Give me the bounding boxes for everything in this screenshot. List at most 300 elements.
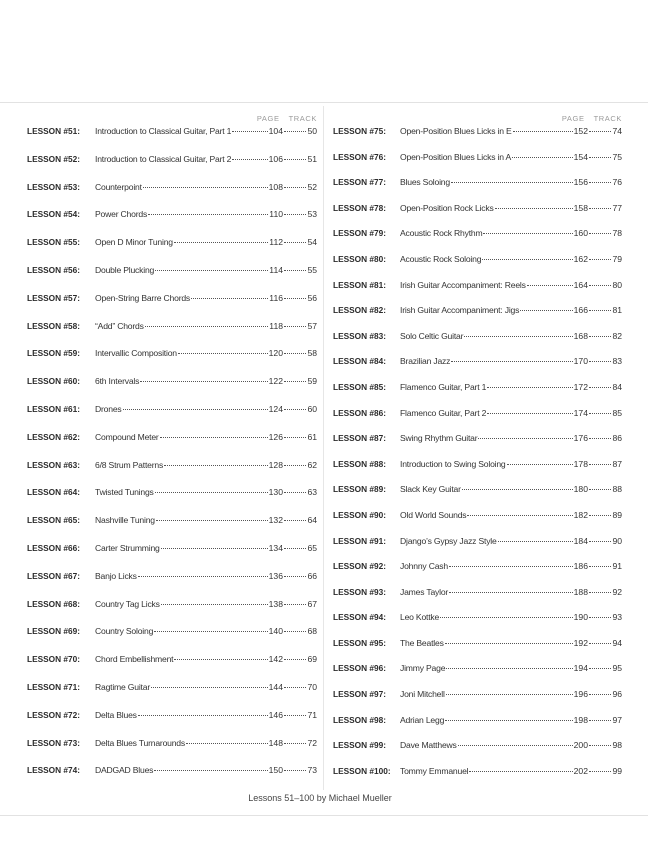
dot-leader — [123, 409, 268, 410]
dot-leader — [284, 187, 306, 188]
track-number: 92 — [612, 586, 622, 597]
page-number: 130 — [268, 487, 283, 498]
toc-entry — [27, 654, 317, 682]
dot-leader — [154, 770, 267, 771]
toc-right-column — [333, 114, 622, 791]
lesson-title: Double Plucking — [95, 264, 155, 275]
dot-leader — [464, 336, 572, 337]
lesson-number: LESSON #83: — [333, 330, 387, 341]
dot-leader — [589, 617, 611, 618]
lesson-number: LESSON #86: — [333, 407, 387, 418]
lesson-number: LESSON #97: — [333, 689, 387, 700]
toc-entry — [333, 715, 622, 741]
dot-leader — [589, 310, 611, 311]
toc-entry — [333, 484, 622, 510]
page-number: 138 — [268, 598, 283, 609]
lesson-title: Twisted Tunings — [95, 487, 154, 498]
lesson-title: Power Chords — [95, 209, 148, 220]
track-number: 99 — [612, 765, 622, 776]
page-number: 160 — [573, 228, 588, 239]
dot-leader — [469, 771, 572, 772]
page-number: 174 — [573, 407, 588, 418]
page-number: 106 — [268, 153, 283, 164]
track-number: 65 — [307, 542, 317, 553]
lesson-title: Nashville Tuning — [95, 515, 155, 526]
lesson-number: LESSON #53: — [27, 181, 81, 192]
lesson-number: LESSON #72: — [27, 709, 81, 720]
lesson-number: LESSON #82: — [333, 305, 387, 316]
toc-entry — [27, 432, 317, 460]
track-number: 87 — [612, 458, 622, 469]
page-number: 122 — [268, 376, 283, 387]
lesson-title: Solo Celtic Guitar — [400, 330, 464, 341]
dot-leader — [482, 259, 572, 260]
lesson-title: Dave Matthews — [400, 740, 457, 751]
page-number: 200 — [573, 740, 588, 751]
lesson-title: Counterpoint — [95, 181, 142, 192]
lesson-number: LESSON #67: — [27, 570, 81, 581]
dot-leader — [284, 687, 306, 688]
lesson-title: Open-Position Blues Licks in A — [400, 151, 512, 162]
page-number: 188 — [573, 586, 588, 597]
bottom-divider — [0, 815, 648, 816]
dot-leader — [174, 242, 268, 243]
lesson-number: LESSON #71: — [27, 681, 81, 692]
page-number: 136 — [268, 570, 283, 581]
lesson-title: The Beatles — [400, 637, 444, 648]
dot-leader — [284, 520, 306, 521]
dot-leader — [284, 743, 306, 744]
track-number: 93 — [612, 612, 622, 623]
dot-leader — [284, 659, 306, 660]
dot-leader — [284, 270, 306, 271]
lesson-title: Ragtime Guitar — [95, 681, 150, 692]
toc-entry — [27, 348, 317, 376]
dot-leader — [232, 131, 267, 132]
lesson-title: Open-Position Blues Licks in E — [400, 126, 512, 136]
page-header: PAGE — [256, 114, 280, 123]
dot-leader — [284, 604, 306, 605]
dot-leader — [589, 541, 611, 542]
page-number: 154 — [573, 151, 588, 162]
page-number: 152 — [573, 126, 588, 136]
dot-leader — [284, 715, 306, 716]
dot-leader — [232, 159, 267, 160]
toc-entry — [333, 587, 622, 613]
toc-entry — [333, 663, 622, 689]
page-number: 184 — [573, 535, 588, 546]
dot-leader — [462, 489, 573, 490]
toc-entry — [333, 433, 622, 459]
lesson-title: Old World Sounds — [400, 509, 467, 520]
track-number: 96 — [612, 689, 622, 700]
toc-entry — [333, 305, 622, 331]
lesson-title: Carter Strumming — [95, 542, 160, 553]
dot-leader — [284, 353, 306, 354]
track-number: 84 — [612, 381, 622, 392]
dot-leader — [589, 745, 611, 746]
page-number: 150 — [268, 765, 283, 776]
track-number: 78 — [612, 228, 622, 239]
lesson-title: Flamenco Guitar, Part 2 — [400, 407, 487, 418]
dot-leader — [446, 694, 573, 695]
dot-leader — [284, 326, 306, 327]
track-number: 90 — [612, 535, 622, 546]
dot-leader — [589, 387, 611, 388]
dot-leader — [520, 310, 572, 311]
toc-entry — [27, 237, 317, 265]
dot-leader — [589, 233, 611, 234]
track-number: 62 — [307, 459, 317, 470]
page-number: 194 — [573, 663, 588, 674]
dot-leader — [478, 438, 572, 439]
lesson-number: LESSON #88: — [333, 458, 387, 469]
lesson-number: LESSON #52: — [27, 153, 81, 164]
dot-leader — [589, 413, 611, 414]
track-number: 54 — [307, 237, 317, 248]
page-number: 166 — [573, 305, 588, 316]
dot-leader — [191, 298, 268, 299]
track-header: TRACK — [288, 114, 317, 123]
dot-leader — [155, 492, 268, 493]
toc-entry — [333, 203, 622, 229]
track-number: 75 — [612, 151, 622, 162]
dot-leader — [284, 214, 306, 215]
lesson-number: LESSON #80: — [333, 253, 387, 264]
toc-entry — [27, 626, 317, 654]
dot-leader — [164, 465, 268, 466]
lesson-title: Intervallic Composition — [95, 348, 177, 359]
track-number: 73 — [307, 765, 317, 776]
dot-leader — [589, 208, 611, 209]
toc-entry — [333, 228, 622, 254]
lesson-title: James Taylor — [400, 586, 449, 597]
page-number: 144 — [268, 681, 283, 692]
dot-leader — [186, 743, 268, 744]
track-number: 81 — [612, 305, 622, 316]
dot-leader — [589, 566, 611, 567]
dot-leader — [284, 298, 306, 299]
dot-leader — [284, 437, 306, 438]
lesson-number: LESSON #84: — [333, 356, 387, 367]
page-number: 202 — [573, 765, 588, 776]
track-number: 51 — [307, 153, 317, 164]
track-number: 72 — [307, 737, 317, 748]
toc-entry — [333, 126, 622, 152]
page-number: 176 — [573, 433, 588, 444]
toc-entry — [333, 331, 622, 357]
toc-entry — [333, 177, 622, 203]
track-number: 91 — [612, 561, 622, 572]
page-number: 190 — [573, 612, 588, 623]
lesson-number: LESSON #100: — [333, 765, 391, 776]
toc-left-column — [27, 114, 317, 793]
page-number: 116 — [269, 292, 283, 303]
track-number: 83 — [612, 356, 622, 367]
toc-entry — [27, 460, 317, 488]
lesson-title: 6/8 Strum Patterns — [95, 459, 164, 470]
lesson-number: LESSON #93: — [333, 586, 387, 597]
track-number: 68 — [307, 626, 317, 637]
lesson-number: LESSON #59: — [27, 348, 81, 359]
track-number: 71 — [307, 709, 317, 720]
lesson-number: LESSON #65: — [27, 515, 81, 526]
dot-leader — [284, 631, 306, 632]
page-number: 142 — [268, 654, 283, 665]
dot-leader — [449, 566, 573, 567]
dot-leader — [145, 326, 269, 327]
dot-leader — [451, 182, 573, 183]
lesson-number: LESSON #70: — [27, 654, 81, 665]
track-number: 56 — [307, 292, 317, 303]
dot-leader — [284, 770, 306, 771]
top-divider — [0, 102, 648, 103]
lesson-number: LESSON #96: — [333, 663, 387, 674]
toc-entry — [27, 738, 317, 766]
dot-leader — [284, 381, 306, 382]
lesson-title: 6th Intervals — [95, 376, 140, 387]
dot-leader — [589, 489, 611, 490]
toc-entry — [27, 710, 317, 738]
lesson-number: LESSON #94: — [333, 612, 387, 623]
page-header: PAGE — [561, 114, 585, 123]
lesson-title: Joni Mitchell — [400, 689, 445, 700]
page-number: 170 — [573, 356, 588, 367]
lesson-title: Open-Position Rock Licks — [400, 202, 494, 213]
dot-leader — [284, 131, 306, 132]
page-number: 146 — [268, 709, 283, 720]
lesson-number: LESSON #75: — [333, 126, 387, 136]
track-number: 97 — [612, 714, 622, 725]
lesson-number: LESSON #77: — [333, 177, 387, 188]
dot-leader — [589, 592, 611, 593]
dot-leader — [284, 465, 306, 466]
lesson-number: LESSON #90: — [333, 509, 387, 520]
dot-leader — [160, 437, 268, 438]
footer-credit: Lessons 51–100 by Michael Mueller — [248, 793, 392, 803]
track-number: 70 — [307, 681, 317, 692]
track-number: 89 — [612, 509, 622, 520]
track-number: 88 — [612, 484, 622, 495]
page-number: 162 — [573, 253, 588, 264]
toc-entry — [27, 126, 317, 154]
track-header: TRACK — [593, 114, 622, 123]
lesson-number: LESSON #99: — [333, 740, 387, 751]
track-number: 64 — [307, 515, 317, 526]
lesson-title: Irish Guitar Accompaniment: Jigs — [400, 305, 520, 316]
track-number: 66 — [307, 570, 317, 581]
page-number: 172 — [573, 381, 588, 392]
track-number: 74 — [612, 126, 622, 136]
toc-entry — [27, 154, 317, 182]
page-number: 192 — [573, 637, 588, 648]
lesson-title: Blues Soloing — [400, 177, 450, 188]
toc-entry — [333, 510, 622, 536]
toc-entry — [27, 265, 317, 293]
dot-leader — [513, 131, 573, 132]
lesson-number: LESSON #73: — [27, 737, 81, 748]
page-number: 140 — [268, 626, 283, 637]
track-number: 69 — [307, 654, 317, 665]
lesson-title: Acoustic Rock Soloing — [400, 253, 482, 264]
dot-leader — [449, 592, 573, 593]
dot-leader — [151, 687, 268, 688]
dot-leader — [284, 409, 306, 410]
lesson-number: LESSON #55: — [27, 237, 81, 248]
dot-leader — [589, 285, 611, 286]
page-number: 186 — [573, 561, 588, 572]
track-number: 60 — [307, 403, 317, 414]
page-number: 178 — [573, 458, 588, 469]
dot-leader — [589, 694, 611, 695]
lesson-title: Jimmy Page — [400, 663, 446, 674]
lesson-number: LESSON #74: — [27, 765, 81, 776]
lesson-title: Tommy Emmanuel — [400, 765, 469, 776]
dot-leader — [161, 604, 268, 605]
lesson-title: Slack Key Guitar — [400, 484, 461, 495]
track-number: 53 — [307, 209, 317, 220]
lesson-number: LESSON #62: — [27, 431, 81, 442]
dot-leader — [589, 643, 611, 644]
dot-leader — [445, 720, 573, 721]
toc-entry — [333, 152, 622, 178]
track-number: 67 — [307, 598, 317, 609]
page-number: 118 — [269, 320, 283, 331]
lesson-title: Django’s Gypsy Jazz Style — [400, 535, 497, 546]
toc-entry — [27, 599, 317, 627]
lesson-title: Brazilian Jazz — [400, 356, 451, 367]
toc-entry — [27, 515, 317, 543]
lesson-title: Introduction to Swing Soloing — [400, 458, 506, 469]
page-number: 132 — [268, 515, 283, 526]
dot-leader — [155, 270, 268, 271]
toc-entry — [27, 765, 317, 793]
dot-leader — [440, 617, 573, 618]
page-number: 104 — [268, 126, 283, 136]
toc-entry — [333, 638, 622, 664]
lesson-number: LESSON #95: — [333, 637, 387, 648]
lesson-number: LESSON #68: — [27, 598, 81, 609]
dot-leader — [589, 259, 611, 260]
lesson-title: Banjo Licks — [95, 570, 137, 581]
track-number: 52 — [307, 181, 317, 192]
page-number: 120 — [268, 348, 283, 359]
lesson-number: LESSON #61: — [27, 403, 81, 414]
dot-leader — [498, 541, 573, 542]
lesson-number: LESSON #64: — [27, 487, 81, 498]
toc-entry — [27, 182, 317, 210]
lesson-number: LESSON #91: — [333, 535, 387, 546]
dot-leader — [284, 576, 306, 577]
lesson-number: LESSON #60: — [27, 376, 81, 387]
lesson-number: LESSON #79: — [333, 228, 387, 239]
lesson-number: LESSON #81: — [333, 279, 387, 290]
toc-entry — [27, 543, 317, 571]
dot-leader — [446, 668, 572, 669]
dot-leader — [495, 208, 573, 209]
toc-entry — [27, 321, 317, 349]
toc-entry — [333, 459, 622, 485]
track-number: 50 — [307, 126, 317, 136]
page-number: 108 — [268, 181, 283, 192]
dot-leader — [174, 659, 267, 660]
track-number: 77 — [612, 202, 622, 213]
dot-leader — [284, 548, 306, 549]
track-number: 95 — [612, 663, 622, 674]
lesson-title: Country Tag Licks — [95, 598, 160, 609]
lesson-title: Compound Meter — [95, 431, 159, 442]
track-number: 80 — [612, 279, 622, 290]
lesson-title: Chord Embellishment — [95, 654, 174, 665]
page-number: 196 — [573, 689, 588, 700]
track-number: 85 — [612, 407, 622, 418]
dot-leader — [589, 131, 611, 132]
dot-leader — [445, 643, 573, 644]
column-divider — [323, 106, 324, 790]
dot-leader — [589, 361, 611, 362]
toc-entry — [333, 356, 622, 382]
lesson-number: LESSON #57: — [27, 292, 81, 303]
page-number: 180 — [573, 484, 588, 495]
lesson-number: LESSON #85: — [333, 381, 387, 392]
dot-leader — [527, 285, 573, 286]
page-number: 164 — [573, 279, 588, 290]
page-number: 198 — [573, 714, 588, 725]
dot-leader — [138, 576, 268, 577]
lesson-number: LESSON #58: — [27, 320, 81, 331]
lesson-title: Swing Rhythm Guitar — [400, 433, 478, 444]
lesson-number: LESSON #76: — [333, 151, 387, 162]
dot-leader — [589, 771, 611, 772]
track-number: 57 — [307, 320, 317, 331]
track-number: 79 — [612, 253, 622, 264]
toc-entry — [333, 612, 622, 638]
toc-entry — [27, 487, 317, 515]
dot-leader — [589, 515, 611, 516]
dot-leader — [140, 381, 267, 382]
lesson-title: Open-String Barre Chords — [95, 292, 191, 303]
dot-leader — [178, 353, 268, 354]
page-number: 112 — [269, 237, 283, 248]
toc-entry — [27, 293, 317, 321]
page-number: 158 — [573, 202, 588, 213]
lesson-number: LESSON #78: — [333, 202, 387, 213]
page-number: 156 — [573, 177, 588, 188]
dot-leader — [483, 233, 572, 234]
lesson-title: Country Soloing — [95, 626, 154, 637]
dot-leader — [156, 520, 268, 521]
column-header — [333, 114, 622, 126]
toc-entry — [27, 682, 317, 710]
lesson-number: LESSON #54: — [27, 209, 81, 220]
lesson-title: Delta Blues Turnarounds — [95, 737, 185, 748]
lesson-title: Introduction to Classical Guitar, Part 2 — [95, 153, 232, 164]
dot-leader — [458, 745, 573, 746]
dot-leader — [507, 464, 573, 465]
dot-leader — [487, 387, 573, 388]
track-number: 82 — [612, 330, 622, 341]
track-number: 98 — [612, 740, 622, 751]
dot-leader — [589, 336, 611, 337]
toc-entry — [333, 561, 622, 587]
dot-leader — [589, 668, 611, 669]
lesson-title: Delta Blues — [95, 709, 137, 720]
lesson-title: Flamenco Guitar, Part 1 — [400, 381, 487, 392]
track-number: 76 — [612, 177, 622, 188]
page-number: 134 — [268, 542, 283, 553]
track-number: 86 — [612, 433, 622, 444]
dot-leader — [589, 464, 611, 465]
